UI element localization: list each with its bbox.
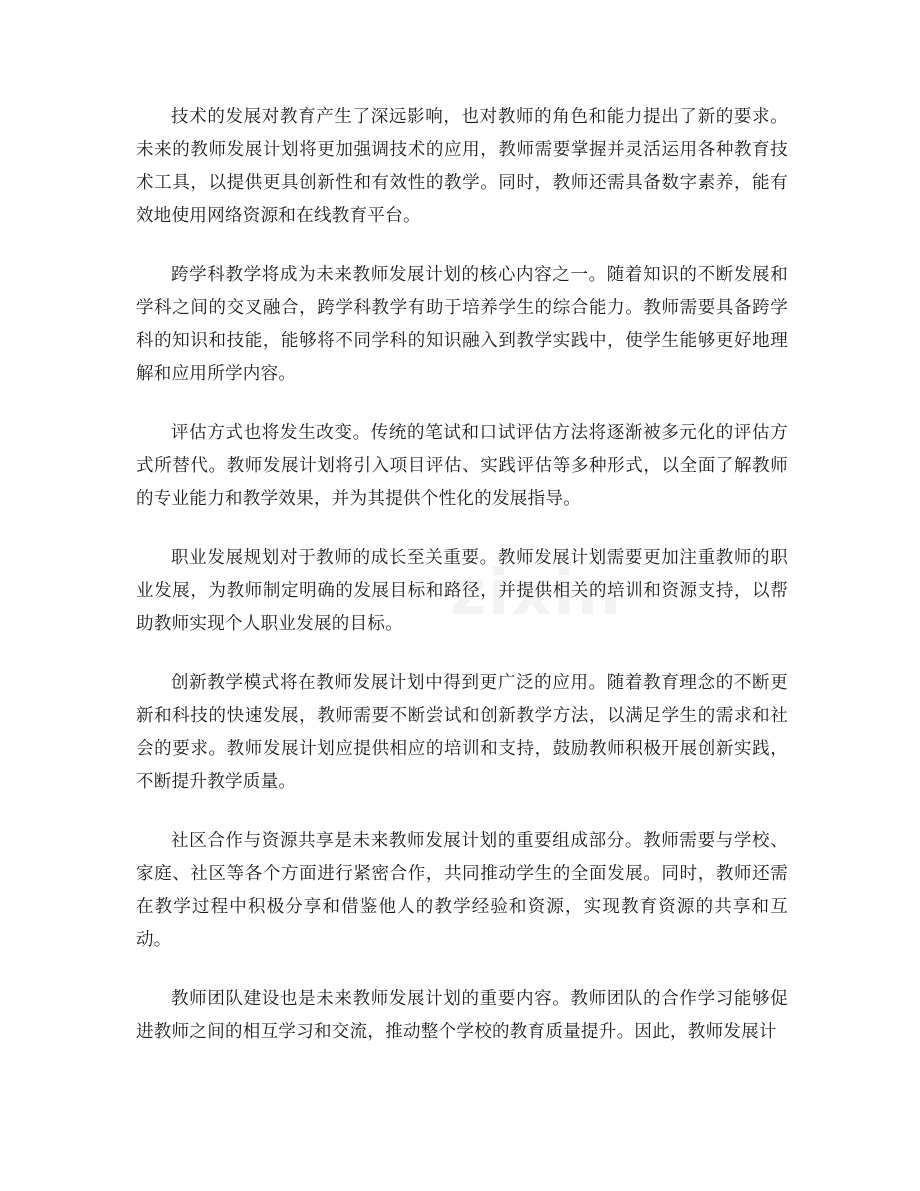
paragraph-interdisciplinary: 跨学科教学将成为未来教师发展计划的核心内容之一。随着知识的不断发展和学科之间的交叉融合，跨学科教学有助于培养学生的综合能力。教师需要具备跨学科的知识和技能，能够将不同学科的知识融入到教学实践中，使学生能够更好地理解和应用所学内容。: [136, 265, 788, 384]
paragraph-assessment: 评估方式也将发生改变。传统的笔试和口试评估方法将逐渐被多元化的评估方式所替代。教师发展计划将引入项目评估、实践评估等多种形式，以全面了解教师的专业能力和教学效果，并为其提供个性化的发展指导。: [136, 423, 788, 509]
paragraph-career-planning: 职业发展规划对于教师的成长至关重要。教师发展计划需要更加注重教师的职业发展，为教师制定明确的发展目标和路径，并提供相关的培训和资源支持，以帮助教师实现个人职业发展的目标。: [136, 548, 788, 634]
paragraph-team-building: 教师团队建设也是未来教师发展计划的重要内容。教师团队的合作学习能够促进教师之间的相互学习和交流，推动整个学校的教育质量提升。因此，教师发展计: [136, 989, 788, 1042]
paragraph-community-cooperation: 社区合作与资源共享是未来教师发展计划的重要组成部分。教师需要与学校、家庭、社区等各个方面进行紧密合作，共同推动学生的全面发展。同时，教师还需在教学过程中积极分享和借鉴他人的教学经验和资源，实现教育资源的共享和互动。: [136, 831, 788, 950]
document-body: [136, 101, 788, 1075]
paragraph-technology: 技术的发展对教育产生了深远影响，也对教师的角色和能力提出了新的要求。未来的教师发展计划将更加强调技术的应用，教师需要掌握并灵活运用各种教育技术工具，以提供更具创新性和有效性的教学。同时，教师还需具备数字素养，能有效地使用网络资源和在线教育平台。: [136, 107, 788, 226]
paragraph-innovative-teaching: 创新教学模式将在教师发展计划中得到更广泛的应用。随着教育理念的不断更新和科技的快速发展，教师需要不断尝试和创新教学方法，以满足学生的需求和社会的要求。教师发展计划应提供相应的培训和支持，鼓励教师积极开展创新实践，不断提升教学质量。: [136, 673, 788, 792]
